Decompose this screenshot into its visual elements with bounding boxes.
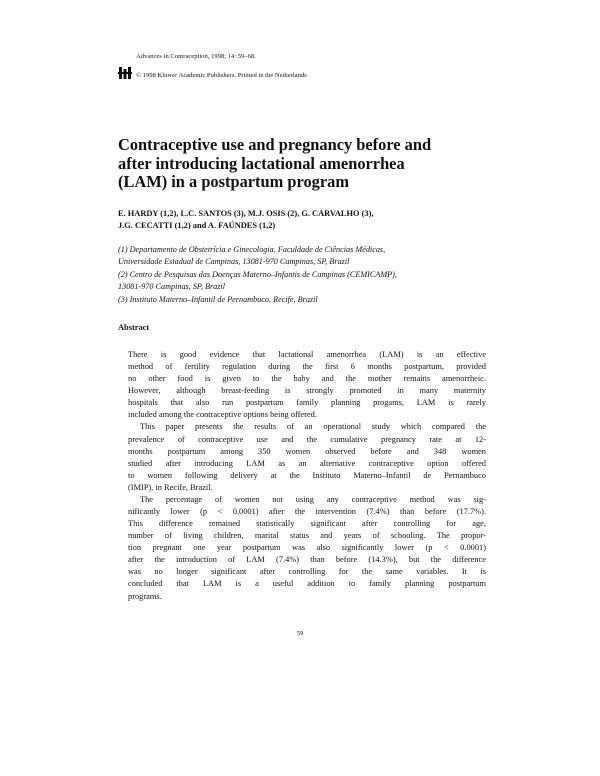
- abstract-line: (IMIP), in Recife, Brazil.: [128, 482, 213, 492]
- affiliation-line: (1) Departamento de Obstetrícia e Ginecologia, Faculdade de Ciências Médicas,: [118, 245, 386, 254]
- author-line: J.G. CECATTI (1,2) and A. FAÚNDES (1,2): [118, 221, 276, 231]
- title-line: Contraceptive use and pregnancy before and: [118, 135, 432, 154]
- abstract-line: after the introduction of LAM (7.4%) than before (14.3%), but the difference: [128, 555, 486, 565]
- title-line: (LAM) in a postpartum program: [118, 172, 349, 191]
- abstract-line: to women following delivery at the Instituto Materno–Infantil de Pernambuco: [128, 470, 486, 480]
- paper-title: [118, 136, 478, 192]
- abstract-line: This paper presents the results of an operational study which compared the: [140, 422, 486, 432]
- abstract-line: prevalence of contraceptive use and the cumulative pregnancy rate at 12-: [128, 434, 486, 444]
- affiliation-line: 13081-970 Campinas, SP, Brazil: [118, 282, 225, 292]
- abstract-line: However, although breast-feeding is strongly promoted in many maternity: [128, 386, 486, 396]
- abstract-line: hospitals that also run postpartum family planning progams, LAM is rarely: [128, 398, 486, 408]
- abstract-line: The percentage of women not using any contraceptive method was sig-: [140, 494, 486, 504]
- abstract-line: concluded that LAM is a useful addition to family planning postpartum: [128, 579, 486, 589]
- copyright-notice: © 1998 Kluwer Academic Publishers. Printed in the Netherlands: [136, 72, 307, 79]
- title-line: after introducing lactational amenorrhea: [118, 153, 405, 173]
- abstract-line: included among the contraceptive options being offered.: [128, 410, 317, 420]
- abstract-line: no other food is given to the baby and the mother remains amenorrheic.: [128, 374, 486, 384]
- author-line: E. HARDY (1,2), L.C. SANTOS (3), M.J. OSIS (2), G. CARVALHO (3),: [118, 209, 374, 218]
- affiliation-line: Universidade Estadual de Campinas, 13081-970 Campinas, SP, Brazil: [118, 257, 350, 267]
- abstract-line: months postpartum among 350 women observed before and 348 women: [128, 446, 486, 456]
- publisher-logo-icon: [118, 66, 132, 80]
- abstract-line: tion pregnant one year postpartum was also significantly lower (p < 0.0001): [128, 543, 486, 553]
- affiliation-line: (3) Instituto Materno–Infantil de Pernambuco, Recife, Brazil: [118, 294, 318, 304]
- author-list: [118, 208, 498, 232]
- abstract-body: [128, 349, 486, 603]
- abstract-line: method of fertility regulation during the first 6 months postpartum, provided: [128, 362, 486, 372]
- abstract-line: number of living children, marital status and years of schooling. The propor-: [128, 531, 486, 541]
- page-number: 59: [296, 630, 304, 637]
- abstract-line: This difference remained statistically significant after controlling for age,: [128, 519, 486, 529]
- affiliation-line: (2) Centro de Pesquisas das Doenças Materno–Infantis de Campinas (CEMICAMP),: [118, 269, 397, 279]
- journal-citation: Advances in Contraception, 1998; 14: 59–68.: [136, 53, 256, 60]
- abstract-heading: Abstract: [118, 323, 150, 332]
- abstract-line: There is good evidence that lactational amenorrhea (LAM) is an effective: [128, 350, 486, 359]
- affiliation-list: [118, 244, 498, 306]
- abstract-line: studied after introducing LAM as an alternative contraceptive option offered: [128, 458, 486, 468]
- abstract-line: programs.: [128, 591, 162, 601]
- abstract-line: was no longer significant after controlling for the same variables. It is: [128, 567, 486, 577]
- abstract-line: nificantly lower (p < 0.0001) after the intervention (7.4%) than before (17.7%).: [128, 507, 486, 517]
